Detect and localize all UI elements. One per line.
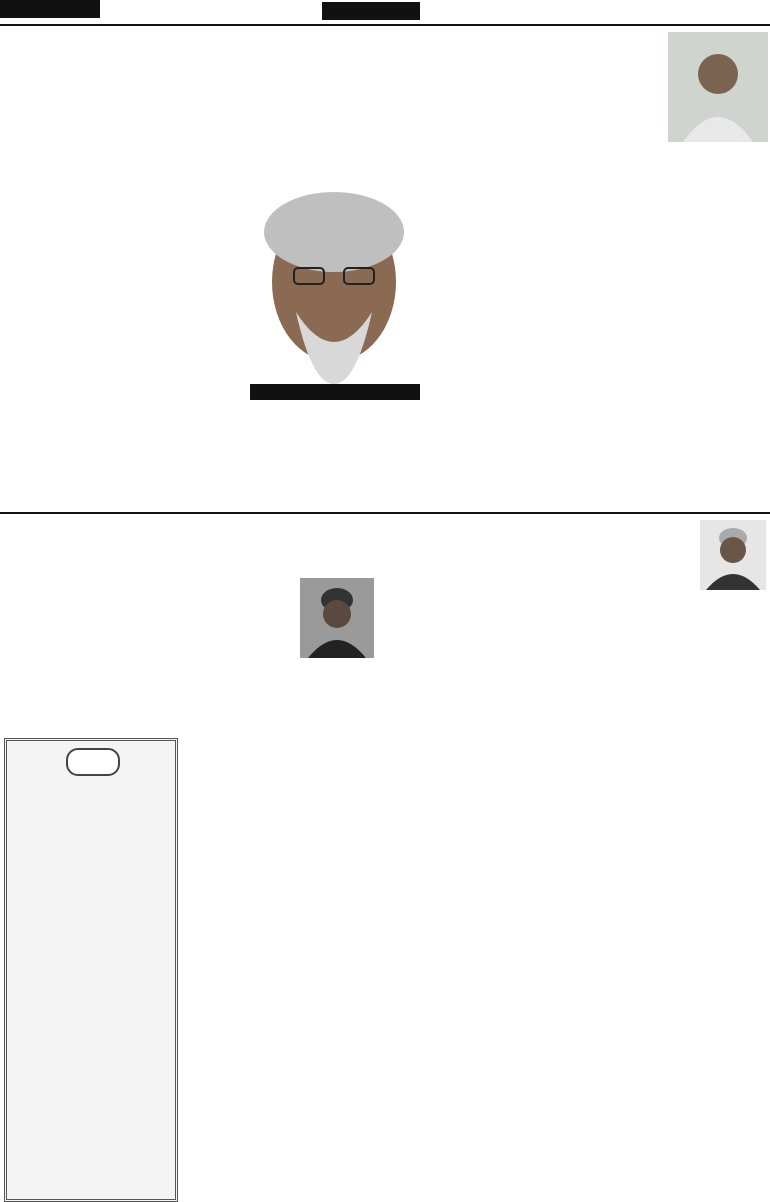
photo-caption: [250, 384, 420, 400]
photo-anwar-jalalpuri: [236, 172, 434, 384]
newspaper-logo-icon: [718, 2, 766, 22]
ghazal-box: [4, 738, 178, 1202]
person-silhouette-icon: [668, 32, 768, 142]
portrait-icon: [236, 172, 434, 384]
author-photo-zaheer: [300, 578, 374, 658]
author-photo-rahat: [668, 32, 768, 142]
section-name: [322, 2, 420, 20]
person-silhouette-icon: [300, 578, 374, 658]
ghazal-title: [66, 748, 120, 776]
section-divider: [0, 512, 770, 514]
author-photo-intizar: [700, 520, 766, 590]
person-silhouette-icon: [700, 520, 766, 590]
